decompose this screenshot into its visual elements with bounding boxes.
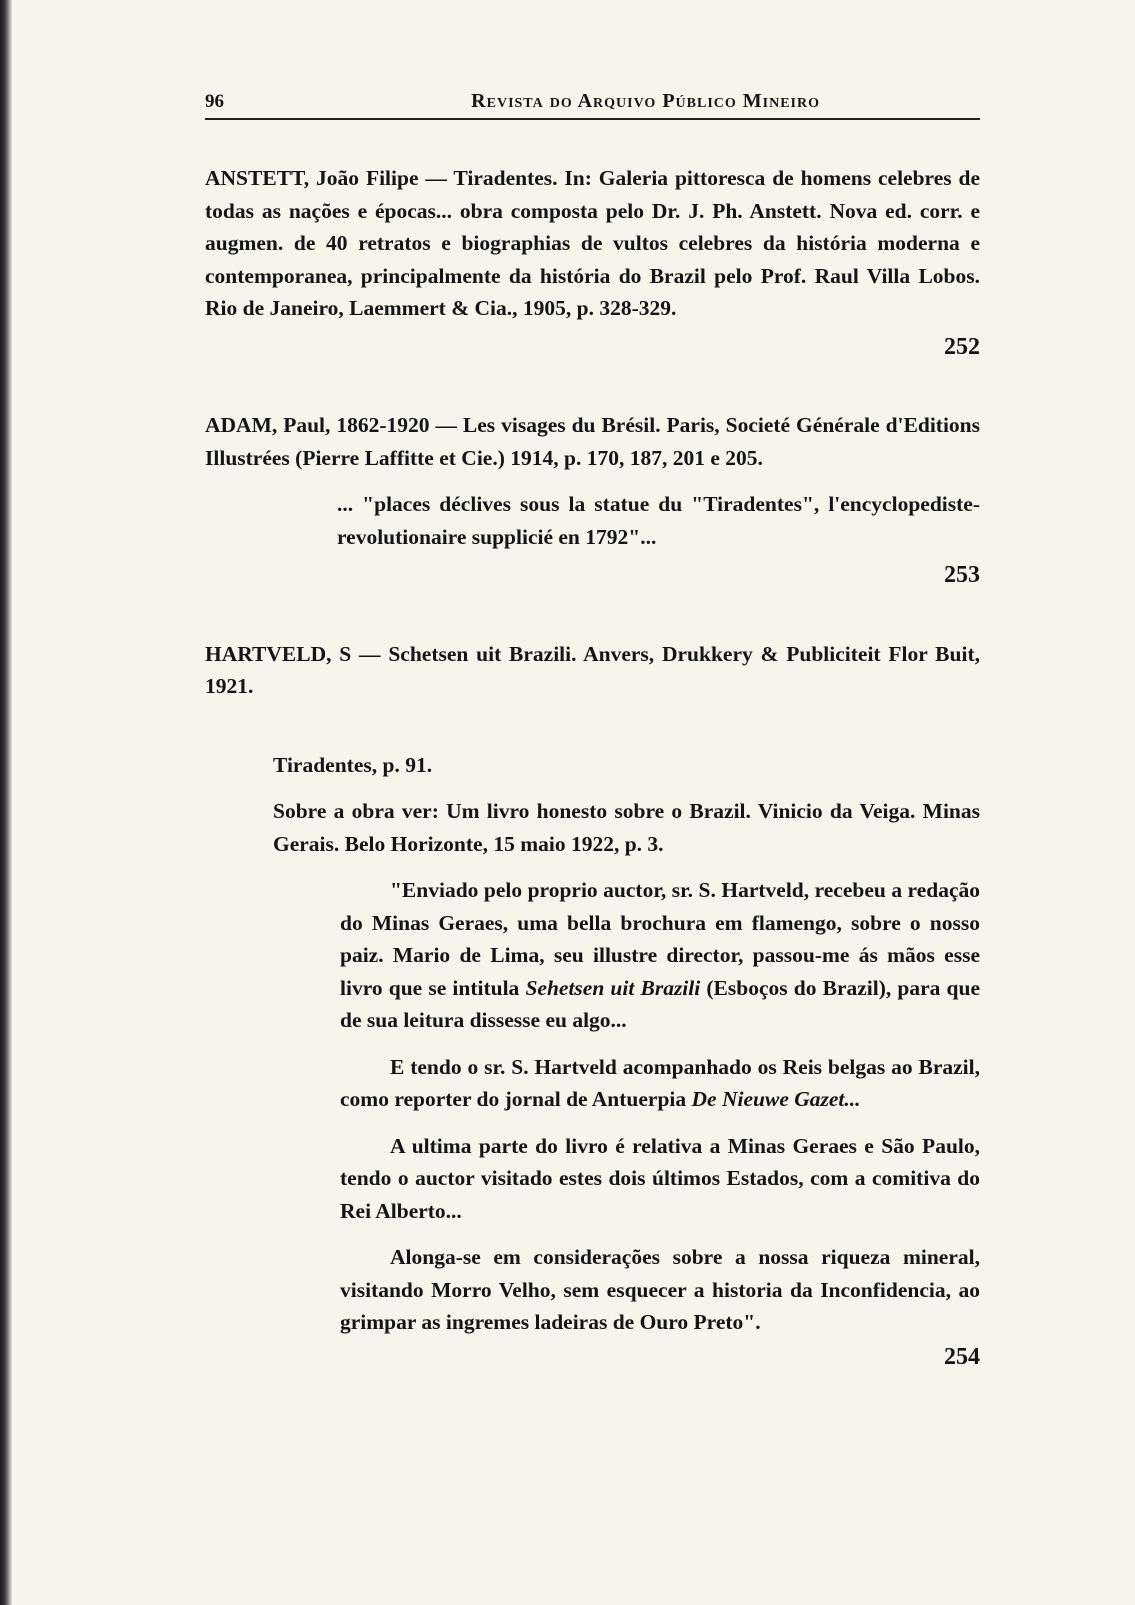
entry-252 [205, 162, 980, 363]
quote-text: E tendo o sr. S. Hartveld acompanhado os Reis belgas ao Brazil, como reporter do jornal de Antuerpia [340, 1054, 980, 1111]
page-number: 96 [205, 91, 224, 112]
entry-number: 253 [944, 562, 980, 588]
entry-number: 254 [944, 1343, 980, 1370]
entry-number: 252 [944, 333, 980, 360]
quote-paragraph: A ultima parte do livro é relativa a Minas Geraes e São Paulo, tendo o auctor visitado estes dois últimos Estados, com a comitiva do Rei Alberto... [340, 1133, 980, 1223]
entry-254 [205, 638, 980, 1374]
entry-pages: Tiradentes, p. 91. [273, 752, 433, 777]
entry-text: ANSTETT, João Filipe — Tiradentes. In: Galeria pittoresca de homens celebres de todas as nações e épocas... obra composta pelo Dr. J. Ph. Anstett. Nova ed. corr. e augmen. de 40 retratos e biographias de vultos celebres da história moderna e contemporanea, principalmente da história do Brazil pelo Prof. Raul Villa Lobos. Rio de Janeiro, Laemmert & Cia., 1905, p. 328-329. [205, 166, 980, 320]
quote-paragraph [340, 1051, 980, 1116]
book-binding-edge [0, 0, 12, 1605]
quote-book-title: Sehetsen uit Brazili [525, 975, 701, 1000]
document-page [205, 88, 980, 1373]
entry-text: ADAM, Paul, 1862-1920 — Les visages du Brésil. Paris, Societé Générale d'Editions Illustrées (Pierre Laffitte et Cie.) 1914, p. 170, 187, 201 e 205. [205, 413, 980, 470]
quote-paragraph: Alonga-se em considerações sobre a nossa riqueza mineral, visitando Morro Velho, sem esquecer a historia da Inconfidencia, ao grimpar as ingremes ladeiras de Ouro Preto". [340, 1245, 980, 1334]
page-header [205, 88, 980, 120]
entry-253 [205, 409, 980, 592]
quote-newspaper-title: De Nieuwe Gazet... [691, 1087, 861, 1111]
entry-text: HARTVELD, S — Schetsen uit Brazili. Anvers, Drukkery & Publiciteit Flor Buit, 1921. [205, 641, 980, 698]
quote-text: (Esboços do Brazil), para que de sua leitura dissesse eu algo... [340, 975, 981, 1032]
quote-paragraph [340, 874, 980, 1037]
entry-note: Sobre a obra ver: Um livro honesto sobre o Brazil. Vinicio da Veiga. Minas Gerais. Belo Horizonte, 15 maio 1922, p. 3. [273, 799, 980, 856]
entry-quote: ... "places déclives sous la statue du "Tiradentes", l'encyclopediste-revolutionaire supplicié en 1792"... [337, 492, 980, 549]
quote-text: "Enviado pelo proprio auctor, sr. S. Hartveld, recebeu a redação do Minas Geraes, uma bella brochura em flamengo, sobre o nosso paiz. Mario de Lima, seu illustre director, passou-me ás mãos esse livro que se intitula [340, 878, 980, 1000]
running-title: Revista do Arquivo Público Mineiro [471, 90, 820, 112]
entry-quotation [340, 874, 980, 1339]
